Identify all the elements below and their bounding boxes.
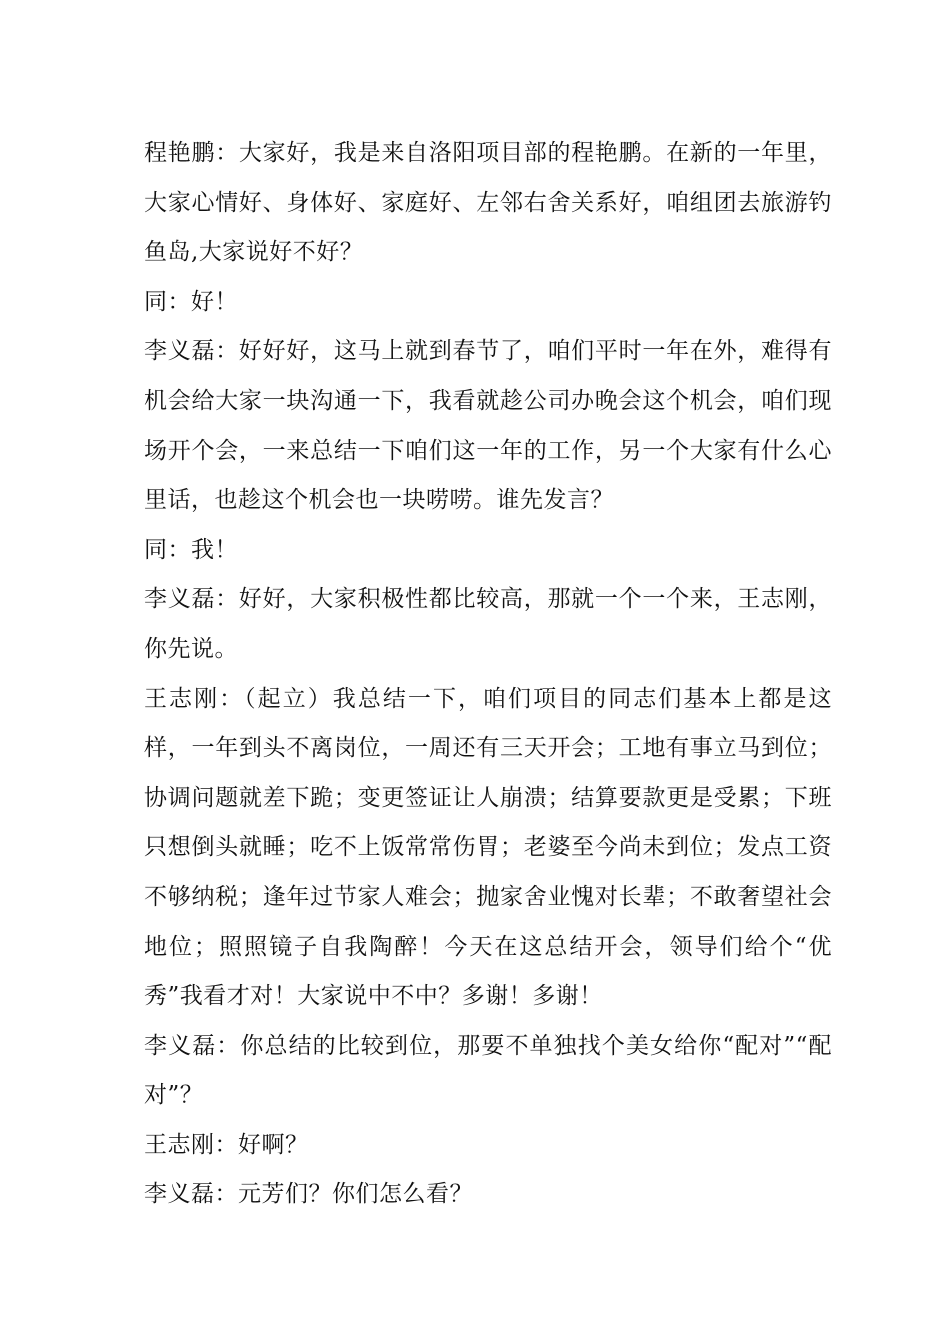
paragraph-li-yilei-call-wang: 李义磊：好好，大家积极性都比较高，那就一个一个来，王志刚，你先说。 xyxy=(144,586,832,662)
paragraph-li-yilei-pairing: 李义磊：你总结的比较到位，那要不单独找个美女给你“配对”“配对”？ xyxy=(144,1032,832,1109)
paragraph-wang-zhigang-reply: 王志刚：好啊？ xyxy=(144,1131,309,1158)
paragraph-all-reply-good: 同：好！ xyxy=(144,288,238,315)
document-body xyxy=(144,129,832,1220)
paragraph-wang-zhigang-summary: 王志刚：（起立）我总结一下，咱们项目的同志们基本上都是这样，一年到头不离岗位，一周还有三天开会；工地有事立马到位；协调问题就差下跪；变更签证让人崩溃；结算要款更是受累；下班只想倒头就睡；吃不上饭常常伤胃；老婆至今尚未到位；发点工资不够纳税；逢年过节家人难会；抛家舍业愧对长辈；不敢奢望社会地位；照照镜子自我陶醉！今天在这总结开会，领导们给个“优秀”我看才对！大家说中不中？多谢！多谢！ xyxy=(144,685,832,1010)
paragraph-cheng-yanpeng-greeting: 程艳鹏：大家好，我是来自洛阳项目部的程艳鹏。在新的一年里，大家心情好、身体好、家庭好、左邻右舍关系好，咱组团去旅游钓鱼岛,大家说好不好？ xyxy=(144,140,832,266)
paragraph-li-yilei-opening: 李义磊：好好好，这马上就到春节了，咱们平时一年在外，难得有机会给大家一块沟通一下，我看就趁公司办晚会这个机会，咱们现场开个会，一来总结一下咱们这一年的工作，另一个大家有什么心里话，也趁这个机会也一块唠唠。谁先发言？ xyxy=(144,338,832,514)
paragraph-li-yilei-question: 李义磊：元芳们？你们怎么看？ xyxy=(144,1181,473,1208)
paragraph-all-reply-me: 同：我！ xyxy=(144,536,238,563)
